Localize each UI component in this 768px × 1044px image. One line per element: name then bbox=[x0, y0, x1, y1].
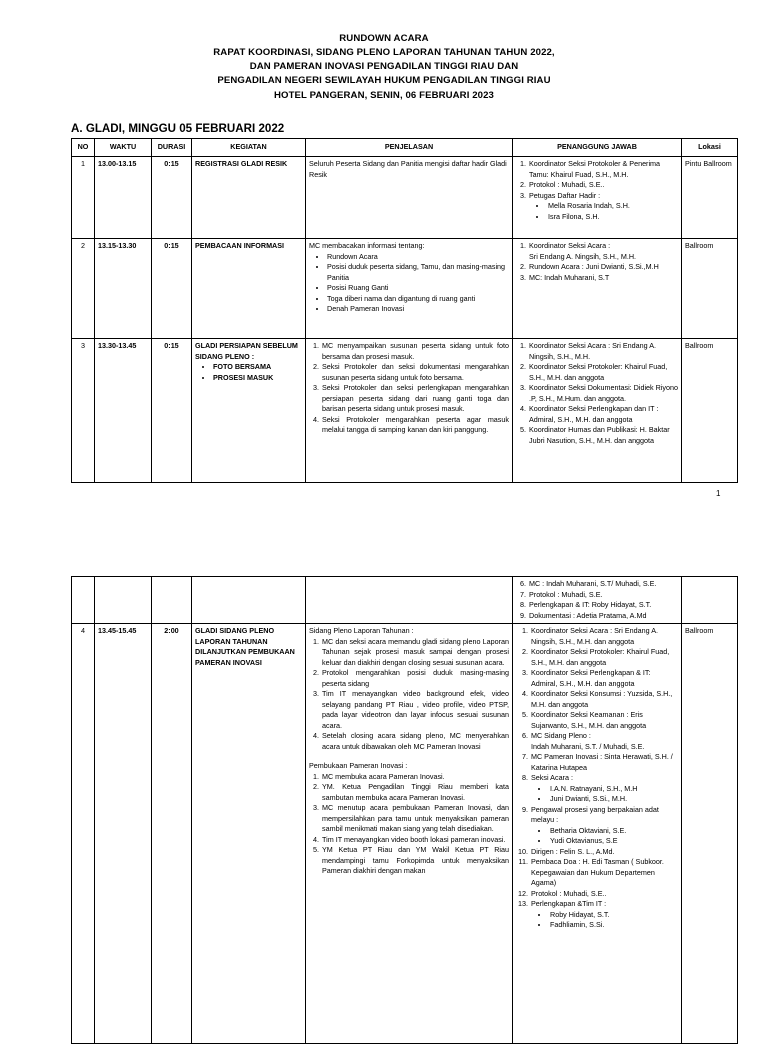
cell-penanggung-jawab bbox=[513, 624, 682, 1044]
penjelasan-title: Sidang Pleno Laporan Tahunan : bbox=[309, 626, 414, 635]
list-item bbox=[530, 773, 678, 805]
list-item: 4. Setelah closing acara sidang pleno, MC menyerahkan acara untuk dibawakan oleh MC Pameran Inovasi bbox=[321, 731, 509, 752]
cell-lokasi bbox=[682, 577, 738, 624]
cell-kegiatan bbox=[192, 339, 306, 483]
doc-subtitle-2: DAN PAMERAN INOVASI PENGADILAN TINGGI RIAU DAN bbox=[249, 61, 519, 72]
cell-durasi: 2:00 bbox=[152, 624, 192, 1044]
table-row-continued bbox=[72, 577, 738, 624]
list-item bbox=[528, 191, 678, 223]
cell-waktu bbox=[95, 577, 152, 624]
cell-no: 4 bbox=[72, 624, 95, 1044]
cell-durasi: 0:15 bbox=[152, 157, 192, 239]
cell-penjelasan bbox=[306, 577, 513, 624]
list-item: 4. Seksi Protokoler mengarahkan peserta agar masuk melalui tangga di samping kanan dan kiri panggung. bbox=[321, 415, 509, 436]
list-item bbox=[530, 899, 678, 931]
list-item: 1. MC dan seksi acara memandu gladi sidang pleno Laporan Tahunan sejak prosesi masuk sampai dengan prosesi keluar dan diakhiri dengan closing sesuai susunan acara. bbox=[321, 637, 509, 669]
list-item: 8. Perlengkapan & IT: Roby Hidayat, S.T. bbox=[528, 600, 678, 611]
cell-durasi: 0:15 bbox=[152, 339, 192, 483]
list-item-label: Pengawal prosesi yang berpakaian adat melayu : bbox=[531, 804, 659, 824]
cell-durasi: 0:15 bbox=[152, 239, 192, 339]
list-item: • Roby Hidayat, S.T. bbox=[549, 910, 678, 921]
cell-penjelasan bbox=[306, 624, 513, 1044]
list-item: • Betharia Oktaviani, S.E. bbox=[549, 826, 678, 837]
col-header-penanggung-jawab: PENANGGUNG JAWAB bbox=[513, 139, 682, 157]
list-item: • Mella Rosaria Indah, S.H. bbox=[547, 201, 678, 212]
list-item: • Rundown Acara bbox=[327, 252, 509, 263]
list-item: 1. MC menyampaikan susunan peserta sidang untuk foto bersama dan prosesi masuk. bbox=[321, 341, 509, 362]
list-item: • PROSESI MASUK bbox=[213, 373, 302, 384]
list-item: 1. Koordinator Seksi Acara : Sri Endang A. Ningsih, S.H., M.H. dan anggota bbox=[530, 626, 678, 647]
cell-no: 2 bbox=[72, 239, 95, 339]
list-item: 5. YM Ketua PT Riau dan YM Wakil Ketua PT Riau mendampingi tamu Forkopimda untuk menyaksikan Pameran diakhiri dengan makan bbox=[321, 845, 509, 877]
cell-lokasi: Ballroom bbox=[682, 624, 738, 1044]
list-item: 9. Dokumentasi : Adetia Pratama, A.Md bbox=[528, 611, 678, 622]
list-item: 7. MC Pameran Inovasi : Sinta Herawati, S.H. / Katarina Hutapea bbox=[530, 752, 678, 773]
list-item: 3. Tim IT menayangkan video background efek, video selayang pandang PT Riau , video profile, video PTSP, pada layar videotron dan layar infocus sesuai susunan acara. bbox=[321, 689, 509, 731]
list-item: 3. MC: Indah Muharani, S.T bbox=[528, 273, 678, 284]
cell-kegiatan: GLADI SIDANG PLENO LAPORAN TAHUNAN DILANJUTKAN PEMBUKAAN PAMERAN INOVASI bbox=[192, 624, 306, 1044]
col-header-kegiatan: KEGIATAN bbox=[192, 139, 306, 157]
list-item: • Toga diberi nama dan digantung di ruang ganti bbox=[327, 294, 509, 305]
cell-penanggung-jawab bbox=[513, 239, 682, 339]
list-item: • Posisi Ruang Ganti bbox=[327, 283, 509, 294]
list-item: 5. Koordinator Seksi Keamanan : Eris Sujarwanto, S.H., M.H. dan anggota bbox=[530, 710, 678, 731]
col-header-penjelasan: PENJELASAN bbox=[306, 139, 513, 157]
cell-penanggung-jawab bbox=[513, 339, 682, 483]
table-row bbox=[72, 239, 738, 339]
cell-kegiatan: PEMBACAAN INFORMASI bbox=[192, 239, 306, 339]
list-item: • Fadhliamin, S.Si. bbox=[549, 920, 678, 931]
list-item: • Isra Filona, S.H. bbox=[547, 212, 678, 223]
penjelasan-intro: MC membacakan informasi tentang: bbox=[309, 241, 425, 250]
table-row bbox=[72, 624, 738, 1044]
list-item: • I.A.N. Ratnayani, S.H., M.H bbox=[549, 784, 678, 795]
list-item: 2. Koordinator Seksi Protokoler: Khairul Fuad, S.H., M.H. dan anggota bbox=[530, 647, 678, 668]
cell-waktu: 13.30-13.45 bbox=[95, 339, 152, 483]
list-item: 2. YM. Ketua Pengadilan Tinggi Riau memberi kata sambutan membuka acara Pameran Inovasi. bbox=[321, 782, 509, 803]
list-item: 1. Koordinator Seksi Acara : Sri Endang A. Ningsih, S.H., M.H. bbox=[528, 241, 678, 262]
list-item: 12. Protokol : Muhadi, S.E.. bbox=[530, 889, 678, 900]
list-item bbox=[530, 805, 678, 847]
rundown-table bbox=[71, 138, 738, 483]
list-item: 4. Koordinator Seksi Perlengkapan dan IT : Admiral, S.H., M.H. dan anggota bbox=[528, 404, 678, 425]
list-item: 3. Seksi Protokoler dan seksi perlengkapan mengarahkan persiapan peserta sidang dari ruang ganti toga dan barisan peserta sidang untuk prosesi masuk. bbox=[321, 383, 509, 415]
list-item: • FOTO BERSAMA bbox=[213, 362, 302, 373]
cell-waktu: 13.45-15.45 bbox=[95, 624, 152, 1044]
cell-penjelasan bbox=[306, 239, 513, 339]
list-item: 3. MC menutup acara pembukaan Pameran Inovasi, dan mempersilahkan para tamu untuk menyaksikan pameran sambil menikmati makan siang yang telah disediakan. bbox=[321, 803, 509, 835]
cell-no bbox=[72, 577, 95, 624]
cell-penanggung-jawab bbox=[513, 577, 682, 624]
cell-kegiatan bbox=[192, 577, 306, 624]
list-item: 3. Koordinator Seksi Perlengkapan & IT: Admiral, S.H., M.H. dan anggota bbox=[530, 668, 678, 689]
list-item: 11. Pembaca Doa : H. Edi Tasman ( Subkoor. Kepegawaian dan Hukum Departemen Agama) bbox=[530, 857, 678, 889]
list-item: 2. Seksi Protokoler dan seksi dokumentasi mengarahkan susunan peserta sidang untuk foto bersama. bbox=[321, 362, 509, 383]
doc-title: RUNDOWN ACARA bbox=[339, 33, 429, 44]
list-item: 1. MC membuka acara Pameran Inovasi. bbox=[321, 772, 509, 783]
doc-subtitle-3: PENGADILAN NEGERI SEWILAYAH HUKUM PENGADILAN TINGGI RIAU bbox=[217, 75, 551, 86]
section-heading: A. GLADI, MINGGU 05 FEBRUARI 2022 bbox=[71, 122, 285, 135]
cell-penanggung-jawab bbox=[513, 157, 682, 239]
table-header-row bbox=[72, 139, 738, 157]
list-item: 6. MC : Indah Muharani, S.T/ Muhadi, S.E. bbox=[528, 579, 678, 590]
cell-lokasi: Ballroom bbox=[682, 239, 738, 339]
penjelasan-title: Pembukaan Pameran Inovasi : bbox=[309, 761, 408, 770]
cell-lokasi: Pintu Ballroom bbox=[682, 157, 738, 239]
cell-lokasi: Ballroom bbox=[682, 339, 738, 483]
list-item: 4. Tim IT menayangkan video booth lokasi pameran inovasi. bbox=[321, 835, 509, 846]
cell-penjelasan bbox=[306, 339, 513, 483]
list-item: • Denah Pameran Inovasi bbox=[327, 304, 509, 315]
list-item: 1. Koordinator Seksi Acara : Sri Endang A. Ningsih, S.H., M.H. bbox=[528, 341, 678, 362]
list-item: 6. MC Sidang Pleno : Indah Muharani, S.T. / Muhadi, S.E. bbox=[530, 731, 678, 752]
list-item-label: Seksi Acara : bbox=[531, 773, 573, 782]
list-item: 4. Koordinator Seksi Konsumsi : Yuzsida, S.H., M.H. dan anggota bbox=[530, 689, 678, 710]
doc-subtitle-4: HOTEL PANGERAN, SENIN, 06 FEBRUARI 2023 bbox=[274, 90, 494, 101]
list-item: 2. Koordinator Seksi Protokoler: Khairul Fuad, S.H., M.H. dan anggota bbox=[528, 362, 678, 383]
list-item: 2. Protokol mengarahkan posisi duduk masing-masing peserta sidang bbox=[321, 668, 509, 689]
list-item: 7. Protokol : Muhadi, S.E. bbox=[528, 590, 678, 601]
doc-subtitle-1: RAPAT KOORDINASI, SIDANG PLENO LAPORAN TAHUNAN TAHUN 2022, bbox=[213, 47, 555, 58]
list-item: 10. Dirigen : Felin S. L., A.Md. bbox=[530, 847, 678, 858]
list-item: 2. Rundown Acara : Juni Dwianti, S.Si.,M.H bbox=[528, 262, 678, 273]
table-row bbox=[72, 157, 738, 239]
list-item: 5. Koordinator Humas dan Publikasi: H. Baktar Jubri Nasution, S.H., M.H. dan anggota bbox=[528, 425, 678, 446]
cell-kegiatan: REGISTRASI GLADI RESIK bbox=[192, 157, 306, 239]
list-item-label: Perlengkapan &Tim IT : bbox=[531, 899, 607, 908]
cell-waktu: 13.15-13.30 bbox=[95, 239, 152, 339]
list-item: 3. Koordinator Seksi Dokumentasi: Didiek Riyono .P, S.H., M.Hum. dan anggota. bbox=[528, 383, 678, 404]
cell-penjelasan: Seluruh Peserta Sidang dan Panitia mengisi daftar hadir Gladi Resik bbox=[306, 157, 513, 239]
col-header-durasi: DURASI bbox=[152, 139, 192, 157]
kegiatan-title: GLADI PERSIAPAN SEBELUM SIDANG PLENO : bbox=[195, 341, 298, 361]
table-row bbox=[72, 339, 738, 483]
cell-durasi bbox=[152, 577, 192, 624]
cell-no: 3 bbox=[72, 339, 95, 483]
page-number: 1 bbox=[716, 489, 721, 498]
list-item: • Juni Dwianti, S.Si., M.H. bbox=[549, 794, 678, 805]
list-item: • Posisi duduk peserta sidang, Tamu, dan masing-masing Panitia bbox=[327, 262, 509, 283]
cell-waktu: 13.00-13.15 bbox=[95, 157, 152, 239]
col-header-lokasi: Lokasi bbox=[682, 139, 738, 157]
list-item: 1. Koordinator Seksi Protokoler & Penerima Tamu: Khairul Fuad, S.H., M.H. bbox=[528, 159, 678, 180]
col-header-no: NO bbox=[72, 139, 95, 157]
list-item: 2. Protokol : Muhadi, S.E.. bbox=[528, 180, 678, 191]
col-header-waktu: WAKTU bbox=[95, 139, 152, 157]
list-item: • Yudi Oktavianus, S.E bbox=[549, 836, 678, 847]
rundown-table-continued bbox=[71, 576, 738, 1044]
list-item-label: Petugas Daftar Hadir : bbox=[529, 190, 601, 200]
cell-no: 1 bbox=[72, 157, 95, 239]
